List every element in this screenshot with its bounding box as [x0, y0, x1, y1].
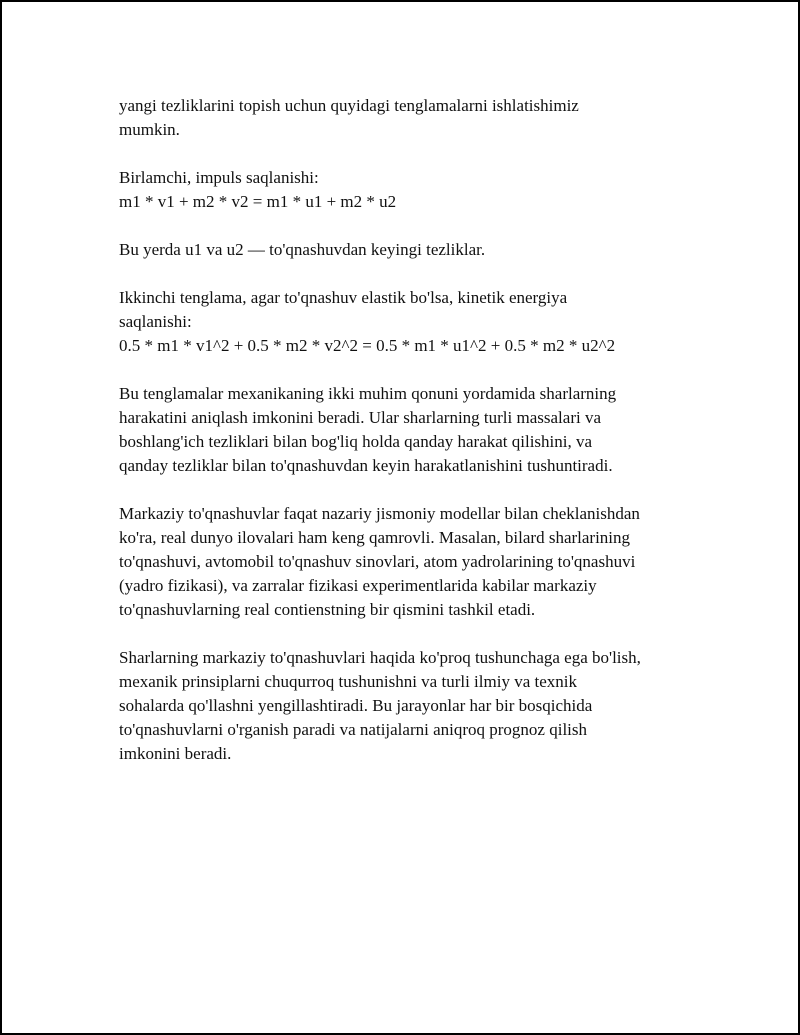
- text-line: (yadro fizikasi), va zarralar fizikasi experimentlarida kabilar markaziy: [119, 576, 597, 595]
- text-line: to'qnashuvi, avtomobil to'qnashuv sinovlari, atom yadrolarining to'qnashuvi: [119, 552, 636, 571]
- equation-line: 0.5 * m1 * v1^2 + 0.5 * m2 * v2^2 = 0.5 * m1 * u1^2 + 0.5 * m2 * u2^2: [119, 336, 616, 355]
- text-line: sohalarda qo'llashni yengillashtiradi. Bu jarayonlar har bir bosqichida: [119, 696, 593, 715]
- text-line: harakatini aniqlash imkonini beradi. Ular sharlarning turli massalari va: [119, 408, 601, 427]
- text-line: yangi tezliklarini topish uchun quyidagi tenglamalarni ishlatishimiz: [119, 96, 579, 115]
- paragraph-variable-definition: [119, 238, 699, 262]
- text-line: Bu yerda u1 va u2 — to'qnashuvdan keyingi tezliklar.: [119, 240, 486, 259]
- text-line: Birlamchi, impuls saqlanishi:: [119, 168, 319, 187]
- document-body: [119, 94, 699, 790]
- text-line: qanday tezliklar bilan to'qnashuvdan keyin harakatlanishini tushuntiradi.: [119, 456, 613, 475]
- text-line: Sharlarning markaziy to'qnashuvlari haqida ko'proq tushunchaga ega bo'lish,: [119, 648, 641, 667]
- text-line: saqlanishi:: [119, 312, 192, 331]
- paragraph-energy-equation: [119, 286, 699, 358]
- paragraph-conclusion: [119, 646, 699, 766]
- text-line: Markaziy to'qnashuvlar faqat nazariy jismoniy modellar bilan cheklanishdan: [119, 504, 640, 523]
- text-line: mumkin.: [119, 120, 180, 139]
- text-line: mexanik prinsiplarni chuqurroq tushunishni va turli ilmiy va texnik: [119, 672, 577, 691]
- paragraph-explanation: [119, 382, 699, 478]
- equation-line: m1 * v1 + m2 * v2 = m1 * u1 + m2 * u2: [119, 192, 397, 211]
- text-line: ko'ra, real dunyo ilovalari ham keng qamrovli. Masalan, bilard sharlarining: [119, 528, 631, 547]
- text-line: Bu tenglamalar mexanikaning ikki muhim qonuni yordamida sharlarning: [119, 384, 617, 403]
- paragraph-intro: [119, 94, 699, 142]
- paragraph-applications: [119, 502, 699, 622]
- text-line: boshlang'ich tezliklari bilan bog'liq holda qanday harakat qilishini, va: [119, 432, 593, 451]
- text-line: Ikkinchi tenglama, agar to'qnashuv elastik bo'lsa, kinetik energiya: [119, 288, 568, 307]
- text-line: to'qnashuvlarni o'rganish paradi va natijalarni aniqroq prognoz qilish: [119, 720, 588, 739]
- text-line: imkonini beradi.: [119, 744, 232, 763]
- text-line: to'qnashuvlarning real contienstning bir qismini tashkil etadi.: [119, 600, 536, 619]
- paragraph-momentum-equation: [119, 166, 699, 214]
